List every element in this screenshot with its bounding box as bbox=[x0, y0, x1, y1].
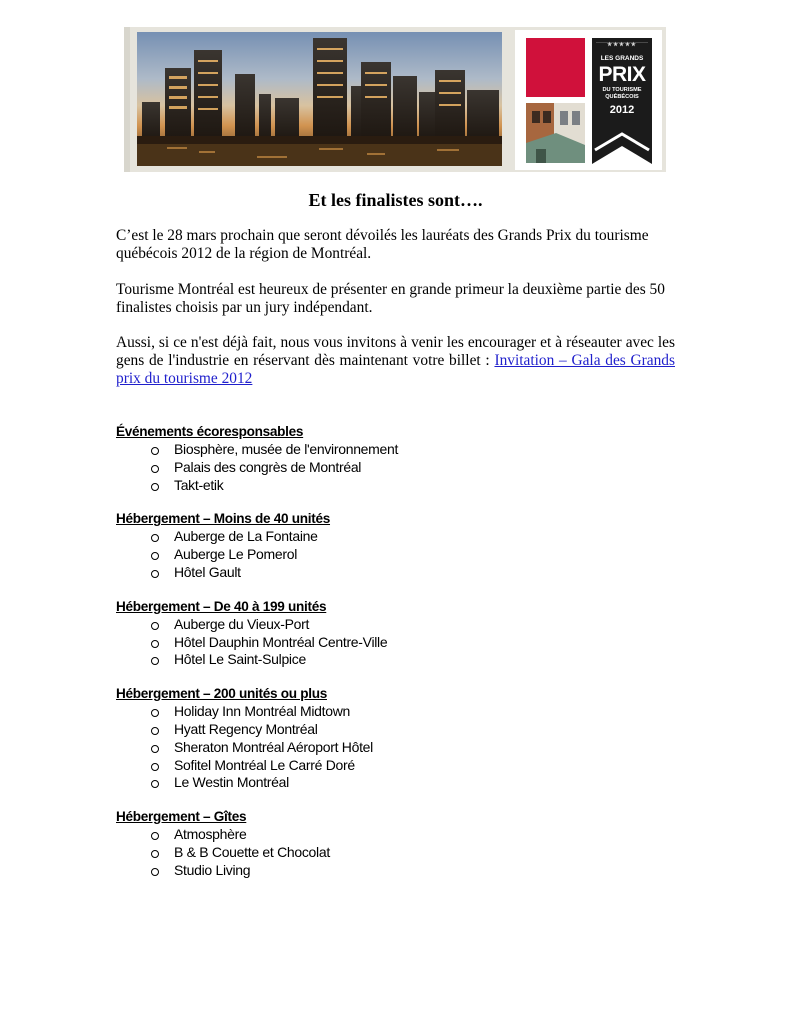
ribbon-line-les-grands: LES GRANDS bbox=[600, 55, 644, 62]
finalist-list bbox=[116, 616, 676, 669]
circle-bullet-icon bbox=[151, 850, 159, 858]
invitation-paragraph bbox=[116, 334, 675, 388]
category-title: Hébergement – Moins de 40 unités bbox=[116, 511, 331, 527]
finalist-list bbox=[116, 441, 676, 494]
finalist-name: Takt-etik bbox=[174, 476, 224, 493]
finalist-name: Auberge Le Pomerol bbox=[174, 546, 298, 563]
finalist-name: Sheraton Montréal Aéroport Hôtel bbox=[174, 738, 373, 755]
list-item bbox=[116, 826, 676, 844]
circle-bullet-icon bbox=[151, 657, 159, 665]
finalist-name: Sofitel Montréal Le Carré Doré bbox=[174, 756, 355, 773]
list-item bbox=[116, 774, 676, 792]
circle-bullet-icon bbox=[151, 552, 159, 560]
finalist-name: Hyatt Regency Montréal bbox=[174, 720, 318, 737]
finalist-name: Auberge du Vieux-Port bbox=[174, 615, 310, 632]
list-item bbox=[116, 844, 676, 862]
circle-bullet-icon bbox=[151, 447, 159, 455]
ribbon-line-prix: PRIX bbox=[598, 63, 646, 86]
list-item bbox=[116, 441, 676, 459]
page-title: Et les finalistes sont…. bbox=[308, 190, 483, 210]
list-item bbox=[116, 703, 676, 721]
list-item bbox=[116, 459, 676, 477]
banner-edge bbox=[124, 27, 130, 172]
circle-bullet-icon bbox=[151, 534, 159, 542]
list-item bbox=[116, 739, 676, 757]
finalist-name: Hôtel Dauphin Montréal Centre-Ville bbox=[174, 633, 388, 650]
list-item bbox=[116, 721, 676, 739]
finalist-name: Le Westin Montréal bbox=[174, 774, 289, 791]
ribbon-stars: ★★★★★ bbox=[607, 42, 637, 48]
list-item bbox=[116, 546, 676, 564]
list-item bbox=[116, 616, 676, 634]
finalists-paragraph: Tourisme Montréal est heureux de présenter en grande primeur la deuxième partie des 50 finalistes choisis par un jury indépendant. bbox=[116, 281, 665, 316]
finalist-name: Palais des congrès de Montréal bbox=[174, 458, 362, 475]
category-title: Hébergement – 200 unités ou plus bbox=[116, 686, 327, 702]
circle-bullet-icon bbox=[151, 622, 159, 630]
finalist-list bbox=[116, 826, 676, 879]
list-item bbox=[116, 564, 676, 582]
circle-bullet-icon bbox=[151, 709, 159, 717]
category-title: Hébergement – Gîtes bbox=[116, 809, 247, 825]
circle-bullet-icon bbox=[151, 745, 159, 753]
finalist-list bbox=[116, 703, 676, 792]
category-section bbox=[116, 808, 676, 879]
circle-bullet-icon bbox=[151, 868, 159, 876]
circle-bullet-icon bbox=[151, 570, 159, 578]
intro-paragraph: C’est le 28 mars prochain que seront dévoilés les lauréats des Grands Prix du tourisme québécois 2012 de la région de Montréal. bbox=[116, 227, 649, 262]
list-item bbox=[116, 862, 676, 880]
circle-bullet-icon bbox=[151, 483, 159, 491]
list-item bbox=[116, 651, 676, 669]
invitation-text: Aussi, si ce n'est déjà fait, nous vous invitons à venir les encourager et à réseauter avec les gens de l'industrie en réservant dès maintenant votre billet : bbox=[116, 334, 675, 369]
category-section bbox=[116, 510, 676, 581]
circle-bullet-icon bbox=[151, 465, 159, 473]
finalist-name: B & B Couette et Chocolat bbox=[174, 843, 330, 860]
finalist-name: Hôtel Le Saint-Sulpice bbox=[174, 651, 306, 668]
category-section bbox=[116, 423, 676, 494]
circle-bullet-icon bbox=[151, 780, 159, 788]
montreal-skyline-photo bbox=[137, 32, 502, 166]
category-section bbox=[116, 598, 676, 669]
finalist-name: Holiday Inn Montréal Midtown bbox=[174, 703, 351, 720]
category-title: Hébergement – De 40 à 199 unités bbox=[116, 598, 327, 614]
list-item bbox=[116, 634, 676, 652]
circle-bullet-icon bbox=[151, 763, 159, 771]
finalist-name: Auberge de La Fontaine bbox=[174, 528, 318, 545]
ribbon-year: 2012 bbox=[609, 104, 635, 116]
old-montreal-building-photo bbox=[526, 103, 585, 163]
list-item bbox=[116, 477, 676, 495]
gala-invitation-link[interactable]: Invitation – Gala des Grands prix du tourisme 2012 bbox=[116, 352, 675, 387]
finalist-name: Studio Living bbox=[174, 861, 251, 878]
ribbon-line-du-tourisme: DU TOURISME bbox=[602, 87, 642, 93]
list-item bbox=[116, 757, 676, 775]
category-section bbox=[116, 685, 676, 792]
finalist-name: Atmosphère bbox=[174, 826, 247, 843]
finalist-list bbox=[116, 528, 676, 581]
category-title: Événements écoresponsables bbox=[116, 424, 304, 439]
ribbon-line-quebecois: QUÉBÉCOIS bbox=[605, 94, 639, 100]
finalist-name: Hôtel Gault bbox=[174, 563, 241, 580]
finalist-name: Biosphère, musée de l'environnement bbox=[174, 441, 399, 457]
grands-prix-ribbon-logo bbox=[592, 38, 652, 164]
list-item bbox=[116, 528, 676, 546]
circle-bullet-icon bbox=[151, 832, 159, 840]
circle-bullet-icon bbox=[151, 727, 159, 735]
red-color-square bbox=[526, 38, 585, 97]
finalist-categories bbox=[116, 423, 676, 896]
circle-bullet-icon bbox=[151, 640, 159, 648]
